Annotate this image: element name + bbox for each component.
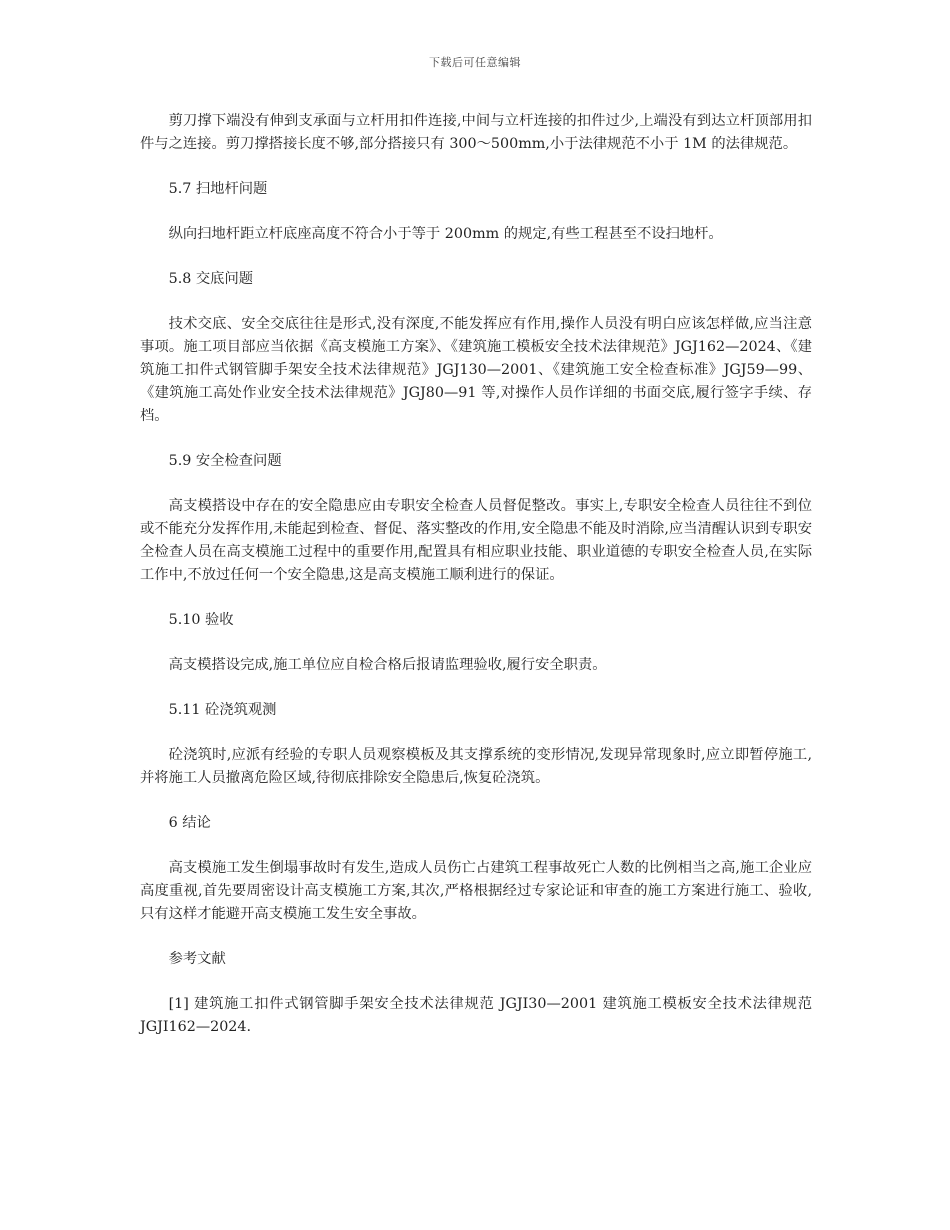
document-body [140,110,812,1061]
paragraph-5-8: 技术交底、安全交底往往是形式,没有深度,不能发挥应有作用,操作人员没有明白应该怎样做,应当注意事项。施工项目部应当依据《高支模施工方案》、《建筑施工模板安全技术法律规范》JGJ162—2024、《建筑施工扣件式钢管脚手架安全技术法律规范》JGJ130—2001、《建筑施工安全检查标准》JGJ59—99、《建筑施工高处作业安全技术法律规范》JGJ80—91 等,对操作人员作详细的书面交底,履行签字手续、存档。 [140,316,812,424]
references-heading: 参考文献 [168,951,226,967]
section-heading-5-8: 5.8 交底问题 [168,271,254,287]
paragraph-5-10: 高支模搭设完成,施工单位应自检合格后报请监理验收,履行安全职责。 [168,657,607,673]
section-heading-5-7: 5.7 扫地杆问题 [168,181,268,197]
paragraph-scissor-brace: 剪刀撑下端没有伸到支承面与立杆用扣件连接,中间与立杆连接的扣件过少,上端没有到达立杆顶部用扣件与之连接。剪刀撑搭接长度不够,部分搭接只有 300～500mm,小于法律规范不小于 1M 的法律规范。 [140,113,812,152]
page-header: 下载后可任意编辑 [429,56,521,69]
section-heading-5-11: 5.11 砼浇筑观测 [168,702,277,718]
paragraph-5-9: 高支模搭设中存在的安全隐患应由专职安全检查人员督促整改。事实上,专职安全检查人员往往不到位或不能充分发挥作用,未能起到检查、督促、落实整改的作用,安全隐患不能及时消除,应当清醒认识到专职安全检查人员在高支模施工过程中的重要作用,配置具有相应职业技能、职业道德的专职安全检查人员,在实际工作中,不放过任何一个安全隐患,这是高支模施工顺利进行的保证。 [140,498,812,583]
paragraph-5-11: 砼浇筑时,应派有经验的专职人员观察模板及其支撑系统的变形情况,发现异常现象时,应立即暂停施工,并将施工人员撤离危险区域,待彻底排除安全隐患后,恢复砼浇筑。 [140,747,812,786]
section-heading-6: 6 结论 [168,815,211,831]
reference-item: [1] 建筑施工扣件式钢管脚手架安全技术法律规范 JGJI30—2001 建筑施工模板安全技术法律规范 JGJI162—2024. [140,996,812,1035]
paragraph-5-7: 纵向扫地杆距立杆底座高度不符合小于等于 200mm 的规定,有些工程甚至不设扫地杆。 [168,226,723,242]
section-heading-5-9: 5.9 安全检查问题 [168,453,282,469]
section-heading-5-10: 5.10 验收 [168,612,234,628]
paragraph-6: 高支模施工发生倒塌事故时有发生,造成人员伤亡占建筑工程事故死亡人数的比例相当之高,施工企业应高度重视,首先要周密设计高支模施工方案,其次,严格根据经过专家论证和审查的施工方案进行施工、验收,只有这样才能避开高支模施工发生安全事故。 [140,860,812,922]
